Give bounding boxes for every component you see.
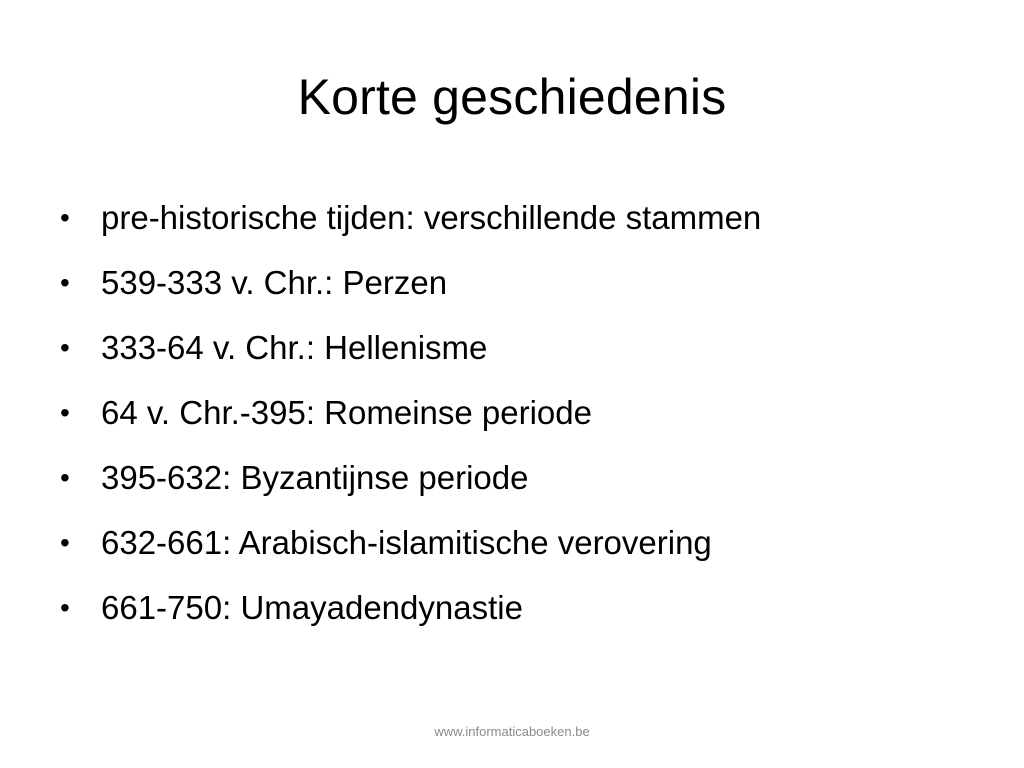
- footer-url[interactable]: www.informaticaboeken.be: [434, 724, 590, 739]
- bullet-icon: •: [60, 266, 70, 298]
- bullet-item: [60, 185, 990, 250]
- bullet-text: 395-632: Byzantijnse periode: [101, 458, 529, 496]
- bullet-text: 539-333 v. Chr.: Perzen: [101, 263, 448, 301]
- bullet-text: 64 v. Chr.-395: Romeinse periode: [101, 393, 592, 431]
- bullet-text: pre-historische tijden: verschillende stammen: [101, 198, 762, 236]
- bullet-item: [60, 380, 990, 445]
- bullet-item: [60, 315, 990, 380]
- bullet-item: [60, 445, 990, 510]
- bullet-icon: •: [60, 526, 70, 558]
- bullet-item: [60, 250, 990, 315]
- bullet-text: 661-750: Umayadendynastie: [101, 588, 523, 626]
- bullet-list: [60, 185, 990, 640]
- slide-title: Korte geschiedenis: [297, 69, 727, 125]
- bullet-icon: •: [60, 461, 70, 493]
- bullet-text: 632-661: Arabisch-islamitische verovering: [101, 523, 712, 561]
- bullet-icon: •: [60, 201, 70, 233]
- bullet-icon: •: [60, 591, 70, 623]
- bullet-icon: •: [60, 331, 70, 363]
- bullet-text: 333-64 v. Chr.: Hellenisme: [101, 328, 488, 366]
- bullet-item: [60, 575, 990, 640]
- bullet-icon: •: [60, 396, 70, 428]
- bullet-item: [60, 510, 990, 575]
